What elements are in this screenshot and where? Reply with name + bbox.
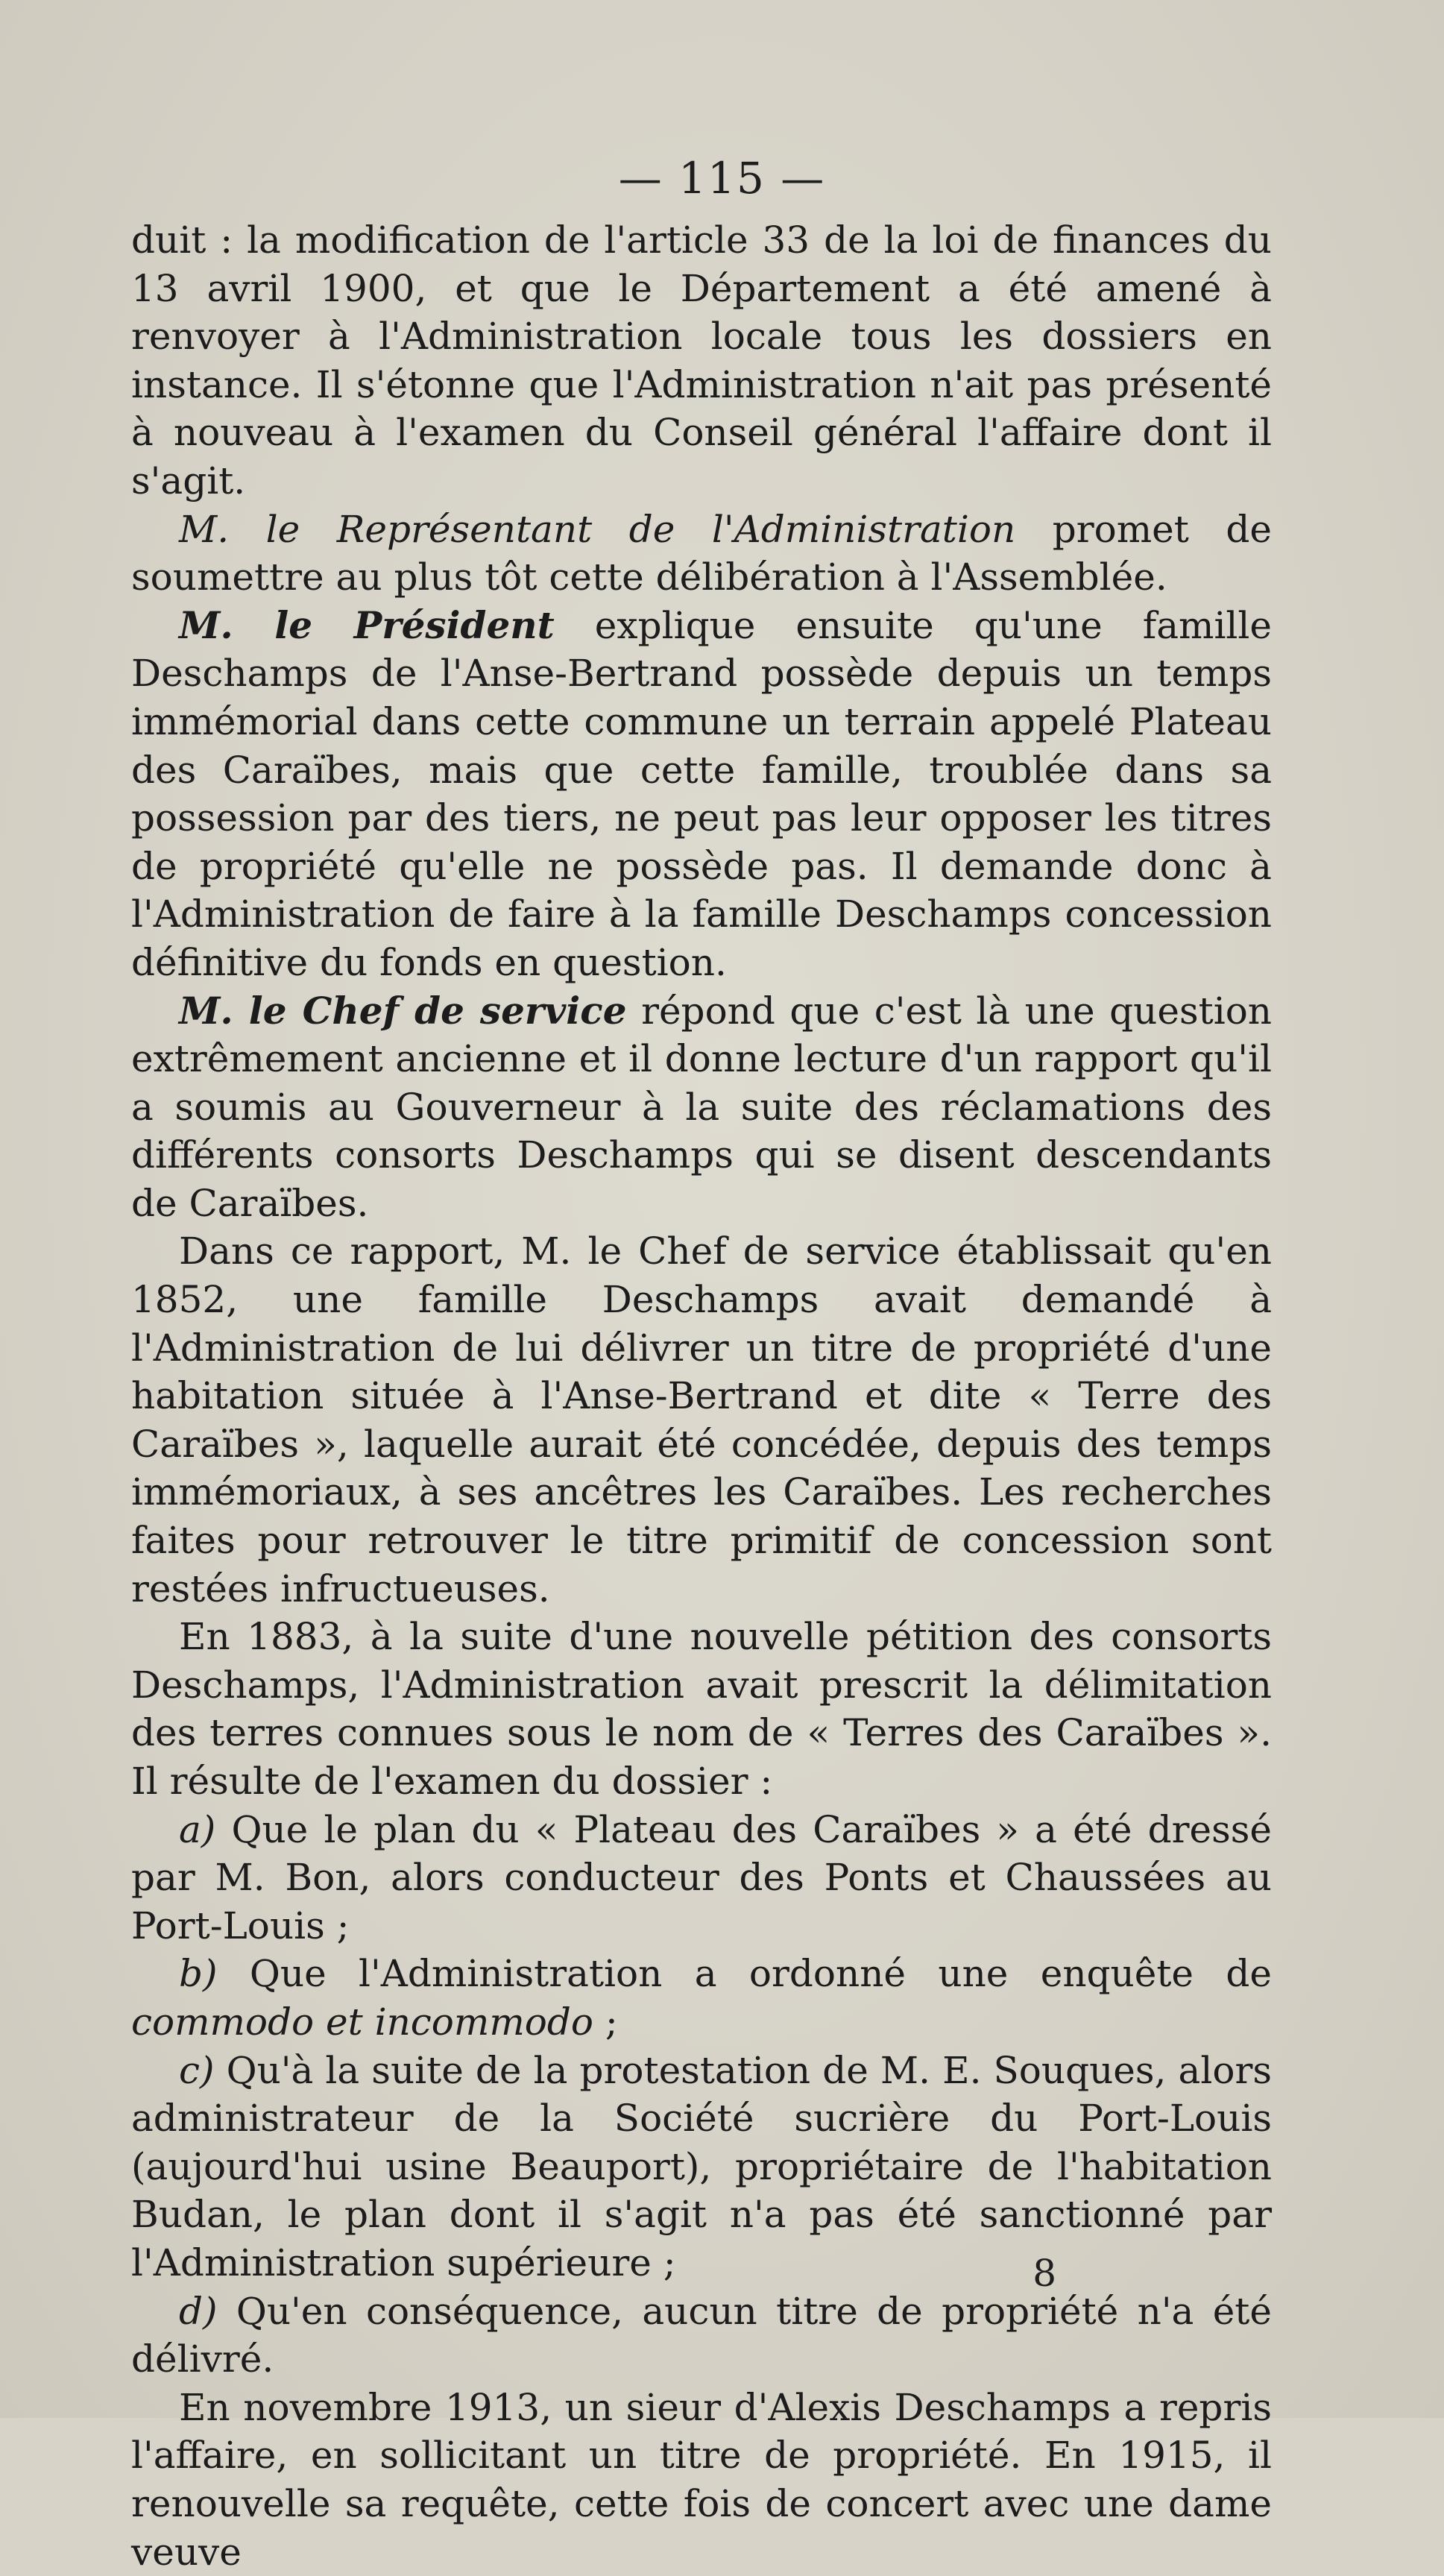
paragraph-1913: En novembre 1913, un sieur d'Alexis Deschamps a repris l'affaire, en sollicitant un titre de propriété. En 1915, il renouvelle sa requête, cette fois de concert avec une dame veuve: [131, 2385, 1272, 2574]
speaker-chef-de-service: M. le Chef de service: [179, 988, 627, 1033]
list-letter: b): [179, 1952, 218, 1996]
list-text: Que l'Administration a ordonné une enquête de: [217, 1952, 1272, 1996]
paragraph-1883: En 1883, à la suite d'une nouvelle pétition des consorts Deschamps, l'Administration avait prescrit la délimitation des terres connues sous le nom de « Terres des Caraïbes ». Il résulte de l'examen du dossier :: [131, 1615, 1272, 1803]
list-item-b: [131, 1950, 1272, 2046]
paragraph-continuation: duit : la modification de l'article 33 de la loi de finances du 13 avril 1900, et que le Département a été amené à renvoyer à l'Administration locale tous les dossiers en instance. Il s'étonne que l'Administration n'ait pas présenté à nouveau à l'examen du Conseil général l'affaire dont il s'agit.: [131, 218, 1272, 503]
speaker-president: M. le Président: [179, 602, 555, 647]
body-text: [131, 216, 1272, 2576]
paragraph-chef-de-service: [131, 987, 1272, 1228]
list-text: Qu'en conséquence, aucun titre de propriété n'a été délivré.: [131, 2289, 1272, 2381]
list-item-c: [131, 2047, 1272, 2287]
page-number: — 115 —: [618, 153, 826, 204]
list-text: ;: [593, 2000, 618, 2044]
paragraph-text: promet de soumettre au plus tôt cette délibération à l'Assemblée.: [131, 507, 1272, 599]
paragraph-text: explique ensuite qu'une famille Deschamps de l'Anse-Bertrand possède depuis un temps immémorial dans cette commune un terrain appelé Plateau des Caraïbes, mais que cette famille, troublée dans sa possession par des tiers, ne peut pas leur opposer les titres de propriété qu'elle ne possède pas. Il demande donc à l'Administration de faire à la famille Deschamps concession définitive du fonds en question.: [131, 603, 1273, 984]
latin-phrase: commodo et incommodo: [131, 2000, 593, 2044]
list-text: Que le plan du « Plateau des Caraïbes » a été dressé par M. Bon, alors conducteur des Ponts et Chaussées au Port-Louis ;: [131, 1807, 1272, 1947]
list-text: Qu'à la suite de la protestation de M. E. Souques, alors administrateur de la Société sucrière du Port-Louis (aujourd'hui usine Beauport), propriétaire de l'habitation Budan, le plan dont il s'agit n'a pas été sanctionné par l'Administration supérieure ;: [131, 2048, 1272, 2284]
speaker-representant: M. le Représentant de l'Administration: [179, 507, 1016, 551]
list-item-a: [131, 1806, 1272, 1950]
paragraph-president: [131, 602, 1272, 987]
list-letter: c): [179, 2048, 215, 2092]
list-letter: d): [179, 2289, 218, 2333]
list-letter: a): [179, 1807, 216, 1851]
signature-mark: 8: [1032, 2252, 1056, 2295]
paragraph-text: répond que c'est là une question extrêmement ancienne et il donne lecture d'un rapport qu'il a soumis au Gouverneur à la suite des réclamations des différents consorts Deschamps qui se disent descendants de Caraïbes.: [131, 989, 1272, 1225]
paragraph-rapport: Dans ce rapport, M. le Chef de service établissait qu'en 1852, une famille Deschamps avait demandé à l'Administration de lui délivrer un titre de propriété d'une habitation située à l'Anse-Bertrand et dite « Terre des Caraïbes », laquelle aurait été concédée, depuis des temps immémoriaux, à ses ancêtres les Caraïbes. Les recherches faites pour retrouver le titre primitif de concession sont restées infructueuses.: [131, 1229, 1272, 1610]
paragraph-representant: [131, 506, 1272, 602]
list-item-d: [131, 2287, 1272, 2384]
